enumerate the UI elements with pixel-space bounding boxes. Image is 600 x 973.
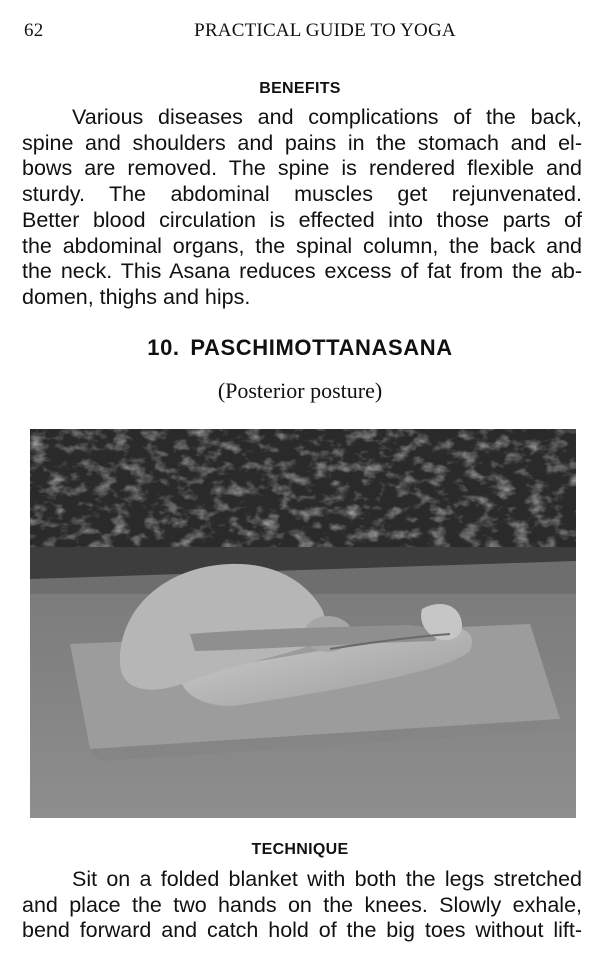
text-line: sturdy. The abdominal muscles get rejunvenated.	[22, 182, 582, 207]
text-line: the abdominal organs, the spinal column, the back and	[22, 233, 582, 258]
text-line: Various diseases and complications of the back,	[72, 105, 582, 129]
text-line: bows are removed. The spine is rendered flexible and	[22, 156, 582, 181]
asana-title: 10. PASCHIMOTTANASANA	[147, 335, 453, 360]
benefits-heading: BENEFITS	[259, 80, 341, 97]
benefits-paragraph	[22, 105, 582, 311]
text-line: the neck. This Asana reduces excess of fat from the ab-	[22, 259, 582, 284]
technique-paragraph	[22, 867, 582, 944]
text-line: and place the two hands on the knees. Slowly exhale,	[22, 892, 582, 917]
technique-heading: TECHNIQUE	[251, 841, 349, 858]
text-line: domen, thighs and hips.	[22, 284, 251, 309]
running-title: PRACTICAL GUIDE TO YOGA	[194, 20, 456, 41]
running-header	[22, 18, 578, 46]
text-line: spine and shoulders and pains in the stomach and el-	[22, 130, 582, 155]
text-line: Better blood circulation is effected into those parts of	[22, 207, 582, 232]
text-line: Sit on a folded blanket with both the legs stretched	[72, 867, 582, 891]
text-line: bend forward and catch hold of the big toes without lift-	[22, 918, 582, 943]
posture-photo	[30, 429, 576, 818]
page-number: 62	[24, 20, 44, 41]
asana-subtitle: (Posterior posture)	[217, 378, 383, 403]
